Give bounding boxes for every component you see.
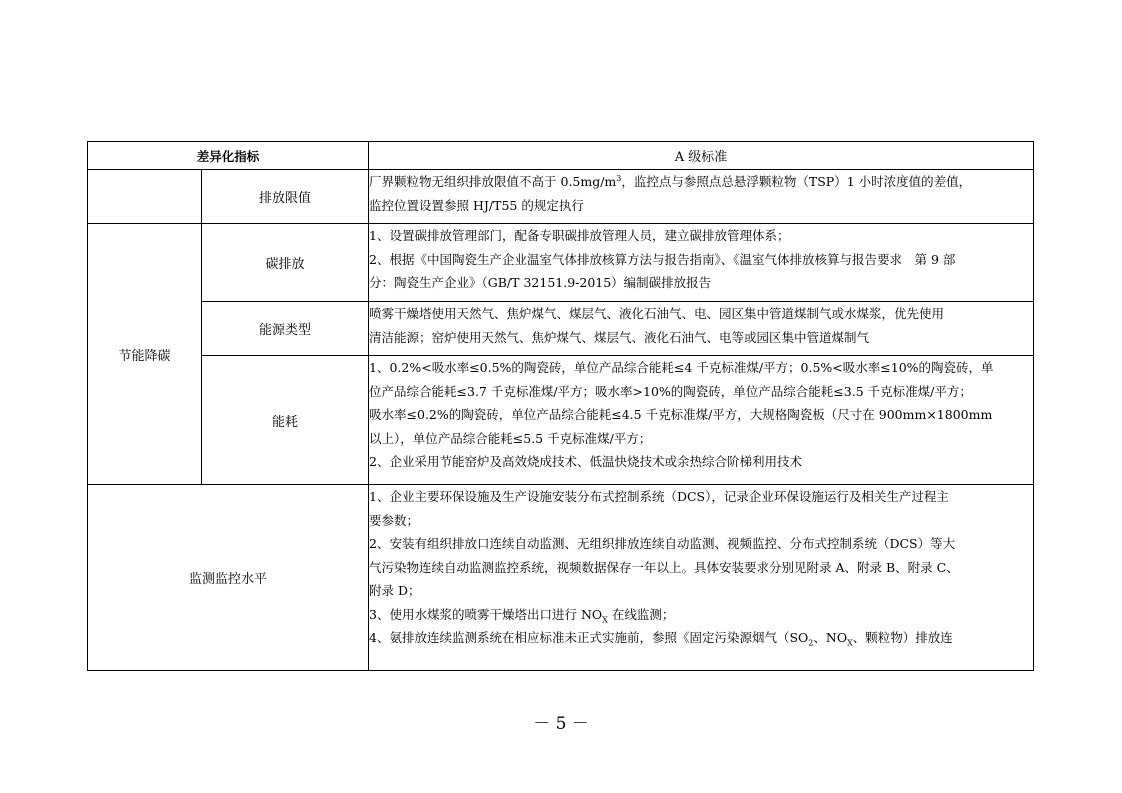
- row-emission-limit: [88, 170, 1034, 224]
- energy-source-text: [369, 302, 1034, 356]
- text-line: 喷雾干燥塔使用天然气、焦炉煤气、煤层气、液化石油气、电、园区集中管道煤制气或水煤浆，优先使用: [369, 306, 945, 321]
- header-indicator: 差异化指标: [88, 142, 369, 170]
- emission-limit-line: 监控位置设置参照 HJ/T55 的规定执行: [369, 197, 584, 213]
- text-line: 2、安装有组织排放口连续自动监测、无组织排放连续自动监测、视频监控、分布式控制系统（DCS）等大: [369, 536, 956, 551]
- text-line: 要参数；: [369, 512, 420, 528]
- text-line: 2、根据《中国陶瓷生产企业温室气体排放核算方法与报告指南》、《温室气体排放核算与报告要求 第 9 部: [369, 251, 956, 267]
- monitoring-text: [369, 485, 1034, 671]
- header-row: [88, 142, 1034, 170]
- energy-consumption-label: 能耗: [202, 356, 369, 485]
- monitoring-label: 监测监控水平: [88, 485, 369, 671]
- energy-source-label: 能源类型: [202, 302, 369, 356]
- text-line: 清洁能源；窑炉使用天然气、焦炉煤气、煤层气、液化石油气、电等或园区集中管道煤制气: [369, 329, 870, 345]
- subscript-x: X: [847, 638, 853, 648]
- energy-consumption-text: [369, 356, 1034, 485]
- text-line: 3、使用水煤浆的喷雾干燥塔出口进行 $NO_X$ 在线监测；: [369, 606, 675, 624]
- energy-category: 节能降碳: [88, 224, 202, 485]
- text-line: 以上），单位产品综合能耗≤5.5 千克标准煤/平方；: [369, 430, 652, 446]
- row-monitoring: [88, 485, 1034, 671]
- text-line: 1、企业主要环保设施及生产设施安装分布式控制系统（DCS），记录企业环保设施运行及相关生产过程主: [369, 489, 949, 504]
- standards-table: [87, 141, 1034, 671]
- row-energy-source: [88, 302, 1034, 356]
- text-line: 分：陶瓷生产企业》（GB/T 32151.9-2015）编制碳排放报告: [369, 275, 712, 290]
- text-line: 1、0.2%<吸水率≤0.5%的陶瓷砖，单位产品综合能耗≤4 千克标准煤/平方；0.5%<吸水率≤10%的陶瓷砖，单: [369, 360, 994, 375]
- text-line: 1、设置碳排放管理部门，配备专职碳排放管理人员，建立碳排放管理体系；: [369, 228, 790, 243]
- subscript-2: 2: [808, 638, 814, 648]
- text-line: 气污染物连续自动监测监控系统，视频数据保存一年以上。具体安装要求分别见附录 A、附录 B、附录 C、: [369, 559, 959, 575]
- subscript-x: X: [602, 615, 608, 624]
- header-grade-a: A 级标准: [369, 142, 1034, 170]
- emission-limit-line: 厂界颗粒物无组织排放限值不高于 $0.5mg/m^3$，监控点与参照点总悬浮颗粒物（TSP）1 小时浓度值的差值，: [369, 173, 972, 189]
- emission-limit-label: 排放限值: [202, 170, 369, 224]
- text-line: 附录 D；: [369, 583, 421, 598]
- text-line: 2、企业采用节能窑炉及高效烧成技术、低温快烧技术或余热综合阶梯利用技术: [369, 454, 802, 469]
- emission-limit-text: [369, 170, 1034, 224]
- text-line: 吸水率≤0.2%的陶瓷砖，单位产品综合能耗≤4.5 千克标准煤/平方，大规格陶瓷板（尺寸在 900mm×1800mm: [369, 407, 993, 422]
- text-line: 4、氨排放连续监测系统在相应标准未正式实施前，参照《固定污染源烟气（$SO_2$、$NO_X$、颗粒物）排放连: [369, 630, 953, 648]
- carbon-emission-label: 碳排放: [202, 224, 369, 302]
- page-number: － 5 －: [533, 714, 589, 734]
- row-carbon-emission: [88, 224, 1034, 302]
- row-energy-consumption: [88, 356, 1034, 485]
- emission-category-cell: [88, 170, 202, 224]
- text-line: 位产品综合能耗≤3.7 千克标准煤/平方；吸水率>10%的陶瓷砖，单位产品综合能耗≤3.5 千克标准煤/平方；: [369, 383, 972, 399]
- superscript-3: 3: [616, 173, 622, 183]
- carbon-emission-text: [369, 224, 1034, 302]
